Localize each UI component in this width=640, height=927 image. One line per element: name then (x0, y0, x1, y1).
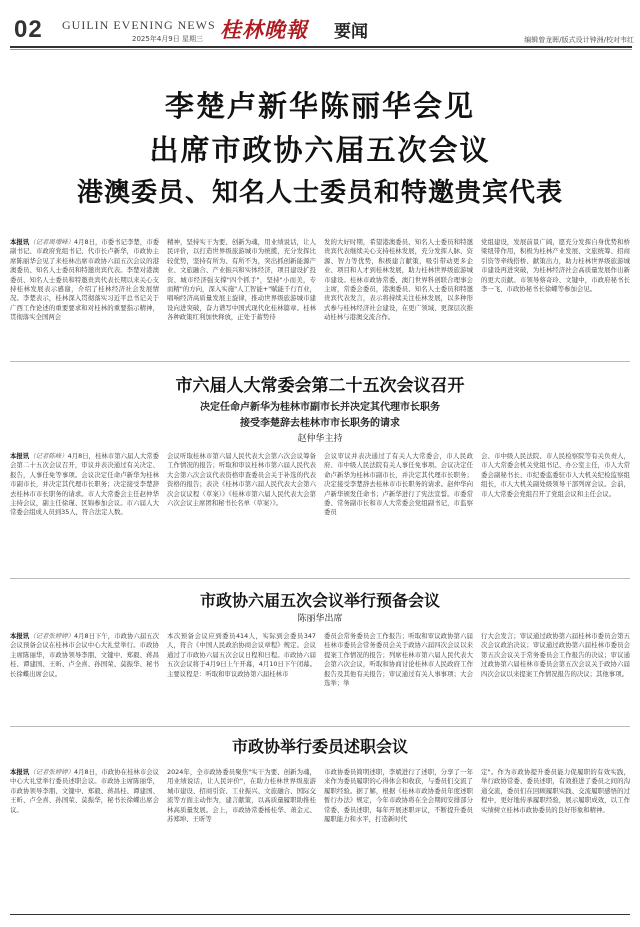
article2-column-4: 会、市中级人民法院、市人民检察院等有关负责人，市人大常委会机关党组书记、办公室主任，市人大常委会副秘书长、市纪委监委驻市人大机关纪检监察组组长，市人大机关副处级领导干部列席会议。会前，市人大常委会党组召开了党组会议和主任会议。 (481, 452, 630, 498)
article4-column-1 (10, 768, 159, 908)
article4-body (10, 768, 630, 908)
article3-column-text: 4月8日下午，市政协六届五次会议预备会议在桂林市会议中心大礼堂举行。市政协主席陈丽华，市政协领导李朋、文键中、郑毅、蒋昌桂、谭建国、王昕、卢全喜、孙国荣、莫振华、秘书长徐蝶出席会议。 (10, 632, 159, 678)
byline-tag: 本报讯 (10, 768, 30, 776)
article2-column-1 (10, 452, 159, 574)
lead-column-4: 党组建设，发展前景广阔，愿充分发挥自身优势和桥梁纽带作用，积极为桂林产业发展、文旅统筹、招商引资等牵线搭桥、献策出力，助力桂林世界级旅游城市建设再进突破，为桂林经济社会高质量发展作出新的更大贡献。市领导蔡奇玲、文键中，市政府秘书长李一飞、市政协秘书长徐蝶等参加会见。 (481, 238, 630, 294)
paper-name-en: GUILIN EVENING NEWS (62, 18, 216, 32)
editor-credits: 编辑曾龙晖/版式设计钟洲/校对韦红 (524, 36, 634, 44)
lead-headline-line-1: 李楚卢新华陈丽华会见 (164, 89, 475, 123)
article3-byline: 陈丽华出席 (297, 614, 343, 624)
article2-body (10, 452, 630, 574)
article3-body (10, 632, 630, 724)
paper-logo: 桂林晚報 (220, 17, 308, 42)
article3-title: 市政协六届五次会议举行预备会议 (199, 591, 440, 610)
lead-headline-line-3: 港澳委员、知名人士委员和特邀贵宾代表 (76, 178, 563, 208)
lead-column-1 (10, 238, 159, 356)
lead-headline-line-2: 出席市政协六届五次会议 (149, 133, 491, 167)
article2-byline: 赵仲华主持 (297, 434, 343, 444)
lead-column-2: 精神，坚持实干为要、创新为魂，用业绩说话，让人民评价，以打造世界级旅游城市为统揽，充分发挥比较优势，坚持有所为、有所不为，突出抓创新能源产业、文旅融合、产业振兴和实体经济，项目建设扩投资、城市经济强支撑"四个抓手"，坚持"小而美，专而精"的方向，深入实施"人工智能+"赋能千行百业，唱响经济高质量发展主旋律，推动世界级旅游城市建设向进突破，奋力谱写中国式现代化桂林篇章。桂林各种政策红利加快释放，正处于蓄势待 (167, 238, 316, 322)
section-divider (10, 361, 630, 362)
byline-tag: 本报讯 (10, 632, 30, 640)
article3-column-2: 本次预备会议应到委员414人，实际到会委员347人，符合《中国人民政治协商会议章程》规定。会议通过了市政协六届五次会议日程和日程。市政协六届五次会议将于4月9日上午开幕，4月10日下午闭幕。主要议程是：听取和审议政协第六届桂林市 (167, 632, 316, 678)
lead-column-text: 4月8日，市委书记李楚，市委副书记、市政府党组书记、代市长卢新华，市政协主席陈丽华会见了来桂林出席市政协六届五次会议的港澳委员、知名人士委员和特邀贵宾代表。李楚对港澳委员、知名人士委员和特邀贵宾代表长期以来关心支持桂林发展表示感谢，介绍了桂林经济社会发展情况。李楚表示，桂林深入贯彻落实习近平总书记关于广西工作论述的重要要求和对桂林的重要指示精神，贯彻落实全国两会 (10, 238, 159, 322)
article2-subtitle-2: 接受李楚辞去桂林市市长职务的请求 (240, 418, 400, 429)
masthead-rule (10, 46, 632, 48)
byline-tag: 本报讯 (10, 238, 30, 246)
article3-column-1 (10, 632, 159, 724)
lead-column-3: 发的大好时期，希望港澳委员、知名人士委员和特邀贵宾代表继续关心支持桂林发展，充分发挥人脉、资源、智力等优势，积极建言献策，吸引带动更多企业、项目和人才到桂林发展，助力桂林世界级旅游城市建设。桂林市政协常委、澳门世界科创联合理事会主席，常委会委员，港澳委员、知名人士委员和特邀贵宾代表发言，表示将持续关注桂林发展，以多种形式参与桂林经济社会建设，在更广领域、更深层次推动桂林与港澳交流合作。 (324, 238, 473, 322)
masthead (0, 0, 640, 46)
article2-subtitle-1: 决定任命卢新华为桂林市副市长并决定其代理市长职务 (200, 402, 440, 413)
byline-note: （记者陈峰） (29, 452, 68, 460)
byline-note: （记者张婷婷） (29, 632, 75, 640)
byline-tag: 本报讯 (10, 452, 30, 460)
masthead-rule-thin (10, 49, 632, 50)
article2-column-3: 会议审议并表决通过了有关人大常委会，市人民政府、市中级人民法院有关人事任免事项。会议决定任命卢新华为桂林市副市长，并决定其代理市长职务；决定接受李楚辞去桂林市市长职务的请求。赵仲华向卢新华颁发任命书；卢新华进行了宪法宣誓。市委常委、常务副市长和市人大常委会党组副书记，市监察委员 (324, 452, 473, 517)
article3-column-4: 行大会发言；审议通过政协第六届桂林市委员会第五次会议政治决议；审议通过政协第六届桂林市委员会第五次会议关于常务委员会工作报告的决议；审议通过政协第六届桂林市委员会第五次会议关于政协六届四次会议以来提案工作情况报告的决议；其他事项。 (481, 632, 630, 678)
article2-title: 市六届人大常委会第二十五次会议召开 (175, 376, 465, 396)
lead-article-body (10, 238, 630, 356)
article2-column-text: 4月8日，桂林市第六届人大常委会第二十五次会议召开，审议并表决通过有关决定、报告，人事任免等事项。会议决定任命卢新华为桂林市副市长，并决定其代理市长职务；决定接受李楚辞去桂林市市长职务的请求。市人大常委会主任赵仲华主持会议，副主任徐瑾、区锦参加会议。市六届人大常委会组成人员到35人，符合法定人数。 (10, 452, 159, 517)
byline-note: （记者周增峰） (29, 238, 75, 246)
article3-column-3: 委员会常务委员会工作报告；听取和审议政协第六届桂林市委员会常务委员会关于政协六届四次会议以来提案工作情况的报告；列席桂林市第六届人民代表大会第六次会议，听取和协商讨论桂林市人民政府工作报告及其他有关报告；审议通过有关人事事项；大会选举；举 (324, 632, 473, 688)
article4-column-text: 4月8日，市政协在桂林市会议中心大礼堂举行委员述职会议。市政协主席陈丽华，市政协领导李朋、文键中、郑毅、蒋昌桂、谭建国、王昕、卢全喜、孙国荣、莫振华，秘书长徐蝶出席会议。 (10, 768, 159, 814)
page-bottom-rule (10, 914, 630, 915)
article4-title: 市政协举行委员述职会议 (231, 737, 408, 756)
article4-column-2: 2024年，全市政协委员聚焦"实干为要、创新为魂，用业绩说话，让人民评价"，在助力桂林世界级旅游城市建设、招商引资、工业振兴、文旅融合、国际交流等方面主动作为，建言献策，以高质量履职助推桂林高质量发展。会上，市政协常委杨桂华、萧金元、苏郑坤、王昕等 (167, 768, 316, 824)
section-divider (10, 578, 630, 579)
article4-column-4: 定"。作为市政协提升委员能力促履职的有效实践，举行政协常委、委员述职，有效推进了委员之间的沟通交流，委员们在回顾履职实践、交流履职感悟的过程中，更好地传承履职经验，展示履职成效，以工作实绩树立桂林市政协委员的良好形象和精神。 (481, 768, 630, 814)
section-divider (10, 726, 630, 727)
article4-column-3: 市政协委员简明述职，李斌进行了述职，分享了一年来作为委员履职的心得体会和收获，与委员们交流了履职经验。据了解，根据《桂林市政协委员年度述职暂行办法》规定，今年市政协将在全会期间安排部分常委、委员述职，每年开展述职评议，不断提升委员履职能力和水平，打造新时代 (324, 768, 473, 824)
issue-date: 2025年4月9日 星期三 (132, 35, 203, 43)
byline-note: （记者张婷婷） (29, 768, 75, 776)
page-number: 02 (14, 16, 43, 43)
section-name: 要闻 (334, 22, 368, 42)
article2-column-2: 会议听取桂林市第六届人民代表大会第六次会议筹备工作情况的报告；听取和审议桂林市第六届人民代表大会第六次会议代表资格审查委员会关于补选的代表资格的报告；表决《桂林市第六届人民代表大会第六次会议议程（草案）》《桂林市第六届人民代表大会第六次会议主席团和秘书长名单（草案）》。 (167, 452, 316, 508)
